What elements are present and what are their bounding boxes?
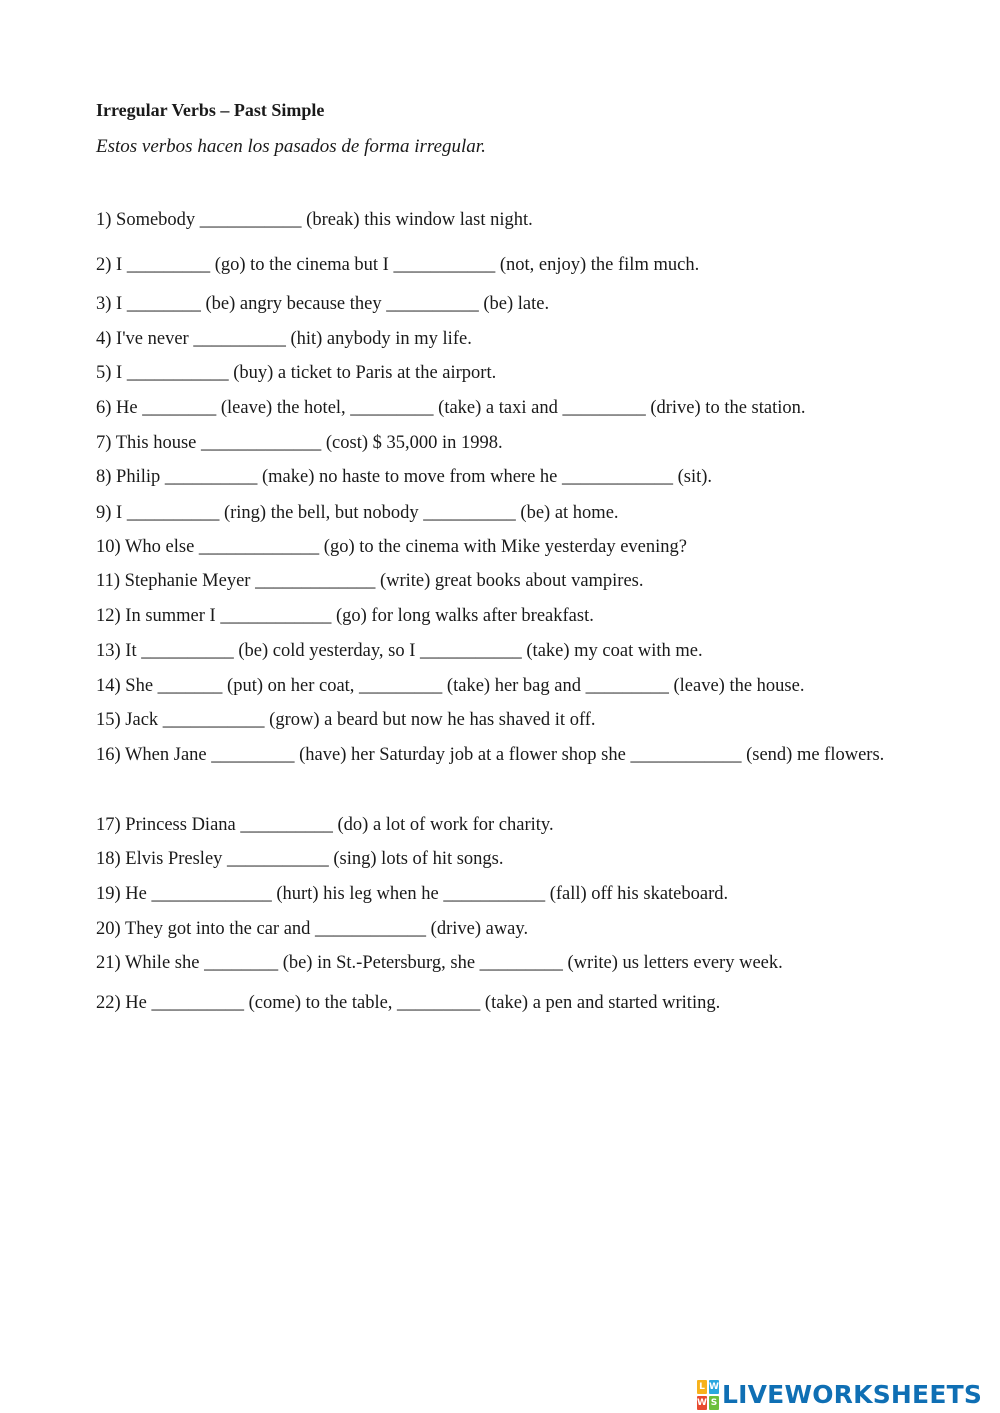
exercise-item-21: 21) While she ________ (be) in St.-Petersburg, she _________ (write) us letters every week.	[96, 953, 783, 973]
exercise-item-12: 12) In summer I ____________ (go) for long walks after breakfast.	[96, 606, 594, 626]
exercise-item-17: 17) Princess Diana __________ (do) a lot of work for charity.	[96, 815, 554, 835]
exercise-item-19: 19) He _____________ (hurt) his leg when he ___________ (fall) off his skateboard.	[96, 884, 729, 904]
liveworksheets-logo-icon	[697, 1380, 719, 1410]
exercise-item-2: 2) I _________ (go) to the cinema but I ___________ (not, enjoy) the film much.	[96, 255, 700, 275]
exercise-item-1: 1) Somebody ___________ (break) this window last night.	[96, 210, 533, 230]
logo-letter: S	[710, 1398, 718, 1408]
exercise-item-9: 9) I __________ (ring) the bell, but nobody __________ (be) at home.	[96, 503, 619, 523]
exercise-item-16: 16) When Jane _________ (have) her Saturday job at a flower shop she ____________ (send) me flowers.	[96, 745, 885, 765]
exercise-item-8: 8) Philip __________ (make) no haste to move from where he ____________ (sit).	[96, 467, 713, 487]
page-subtitle: Estos verbos hacen los pasados de forma irregular.	[96, 136, 486, 157]
exercise-item-15: 15) Jack ___________ (grow) a beard but now he has shaved it off.	[96, 710, 596, 730]
exercise-item-13: 13) It __________ (be) cold yesterday, so I ___________ (take) my coat with me.	[96, 641, 703, 661]
logo-letter: W	[709, 1382, 719, 1392]
exercise-item-20: 20) They got into the car and ____________ (drive) away.	[96, 919, 529, 939]
logo-letter: W	[697, 1398, 707, 1408]
exercise-item-14: 14) She _______ (put) on her coat, _________ (take) her bag and _________ (leave) the house.	[96, 676, 805, 696]
exercise-item-22: 22) He __________ (come) to the table, _________ (take) a pen and started writing.	[96, 993, 721, 1013]
exercise-item-11: 11) Stephanie Meyer _____________ (write) great books about vampires.	[96, 571, 644, 591]
exercise-item-10: 10) Who else _____________ (go) to the cinema with Mike yesterday evening?	[96, 537, 687, 557]
exercise-item-3: 3) I ________ (be) angry because they __________ (be) late.	[96, 294, 550, 314]
exercise-item-4: 4) I've never __________ (hit) anybody in my life.	[96, 329, 472, 349]
exercise-item-5: 5) I ___________ (buy) a ticket to Paris at the airport.	[96, 363, 497, 383]
exercise-item-7: 7) This house _____________ (cost) $ 35,000 in 1998.	[96, 433, 503, 453]
liveworksheets-wordmark: LIVEWORKSHEETS	[722, 1380, 983, 1409]
exercise-item-18: 18) Elvis Presley ___________ (sing) lots of hit songs.	[96, 849, 504, 869]
logo-letter: L	[697, 1380, 707, 1394]
exercise-item-6: 6) He ________ (leave) the hotel, _________ (take) a taxi and _________ (drive) to the station.	[96, 398, 806, 418]
liveworksheets-logo[interactable]	[697, 1378, 982, 1412]
page-title: Irregular Verbs – Past Simple	[96, 100, 325, 120]
